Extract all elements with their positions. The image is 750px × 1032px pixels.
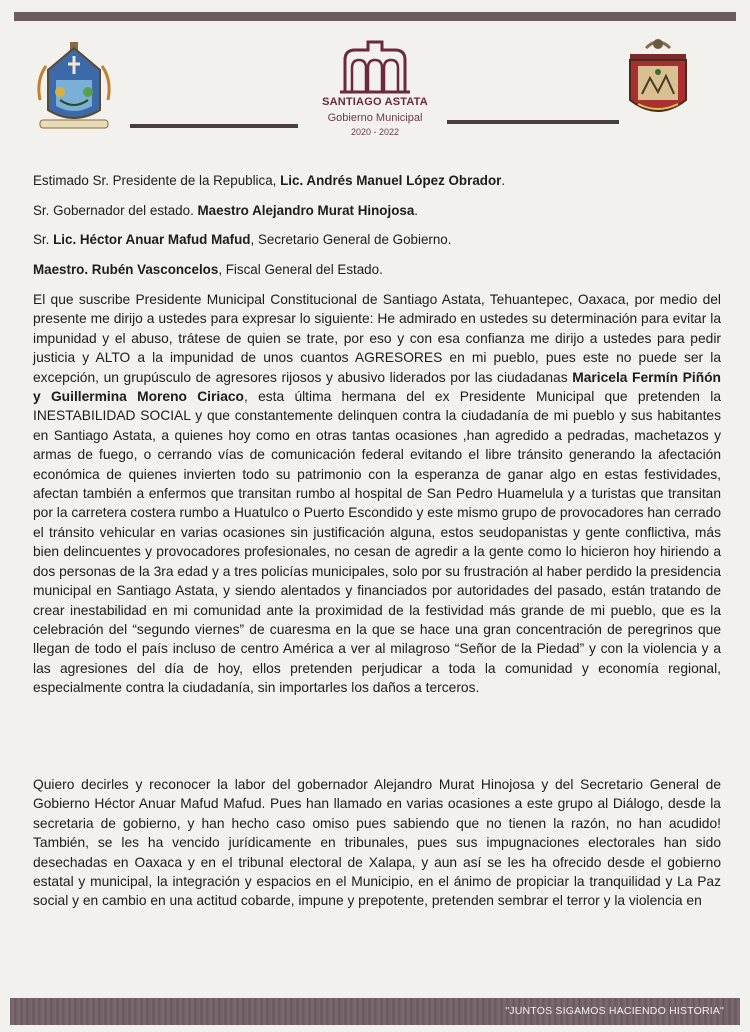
municipal-seal-icon [30,40,118,132]
body-paragraph-1: El que suscribe Presidente Municipal Constitucional de Santiago Astata, Tehuantepec, Oaxaca, por medio del presente me dirijo a ustedes para expresar lo siguiente: He admirado en ustedes su determinación para evitar la impunidad y el abuso, trátese de quien se trate, por eso y con esa confianza me dirijo a ustedes para pedir justicia y ALTO a la impunidad de unos cuantos AGRESORES en mi pueblo, pues este no puede ser la excepción, un grupúsculo de agresores rijosos y abusivo liderados por las ciudadanas Maricela Fermín Piñón y Guillermina Moreno Ciriaco, esta última hermana del ex Presidente Municipal que pretenden la INESTABILIDAD SOCIAL y que constantemente delinquen contra la ciudadanía de mi pueblo y sus habitantes en Santiago Astata, a quienes hoy como en otras tantas ocasiones ,han agredido a pedradas, machetazos y armas de fuego, o cerrando vías de comunicación federal evitando el libre tránsito generando la afectación económica de quienes invierten todo su patrimonio con la esperanza de ganar algo en estas festividades, afectan también a enfermos que transitan rumbo al hospital de San Pedro Huamelula y a turistas que transitan por la carretera costera rumbo a Huatulco o Puerto Escondido y este mismo grupo de provocadores han cerrado el tránsito vehicular en varias ocasiones sin justificación alguna, estos seudopanistas y gente conflictiva, más bien delincuentes y provocadores profesionales, no cesan de agredir a la gente como lo hicieron hoy hiriendo a dos personas de la 3ra edad y a tres policías municipales, solo por su frustración al haber perdido la presidencia municipal en Santiago Astata, y siendo alentados y financiados por autoridades del pasado, están tratando de crear inestabilidad en mi comunidad ante la proximidad de la festividad más grande de mi pueblo, que es la celebración del “segundo viernes” de cuaresma en la que se hace una gran concentración de peregrinos que llegan de todo el país incluso de centro América a ver al milagroso “Señor de la Piedad” y con la violencia y a las agresiones del día de hoy, ellos pretenden perjudicar a toda la comunidad y economía regional, especialmente contra la ciudadanía, sin importarles los daños a terceros. [33,292,721,696]
top-border [14,12,736,21]
santiago-astata-logo [300,36,450,146]
logo-years: 2020 - 2022 [350,127,400,137]
state-seal-icon [620,34,696,124]
body-paragraph-2: Quiero decirles y reconocer la labor del gobernador Alejandro Murat Hinojosa y del Secretario General de Gobierno Héctor Anuar Mafud Mafud. Pues han llamado en varias ocasiones a este grupo al Diálogo, desde la secretaria de gobierno, y han hecho caso omiso pues sabiendo que no tienen la razón, no han acudido! También, se les ha vencido jurídicamente en tribunales, pues sus impugnaciones electorales han sido desechadas en Oaxaca y en el tribunal electoral de Xalapa, y aun así se les ha ofrecido desde el gobierno estatal y municipal, la integración y espacios en el Municipio, en el ánimo de propiciar la tranquilidad y La Paz social y en cambio en una actitud cobarde, impune y prepotente, pretenden sembrar el terror y la violencia en [33,777,721,909]
logo-name: SANTIAGO ASTATA [322,96,428,108]
salutation-fiscal: Maestro. Rubén Vasconcelos, Fiscal General del Estado. [33,262,383,277]
header-rule-right [447,120,619,124]
salutation-governor: Sr. Gobernador del estado. Maestro Alejandro Murat Hinojosa. [33,203,419,218]
salutation-secretary: Sr. Lic. Héctor Anuar Mafud Mafud, Secretario General de Gobierno. [33,232,452,247]
salutation-president: Estimado Sr. Presidente de la Republica, Lic. Andrés Manuel López Obrador. [33,173,506,188]
arches-icon [340,36,410,94]
footer-slogan: "JUNTOS SIGAMOS HACIENDO HISTORIA" [505,1005,724,1017]
header-rule-left [130,124,298,128]
logo-subtitle: Gobierno Municipal [327,112,423,124]
